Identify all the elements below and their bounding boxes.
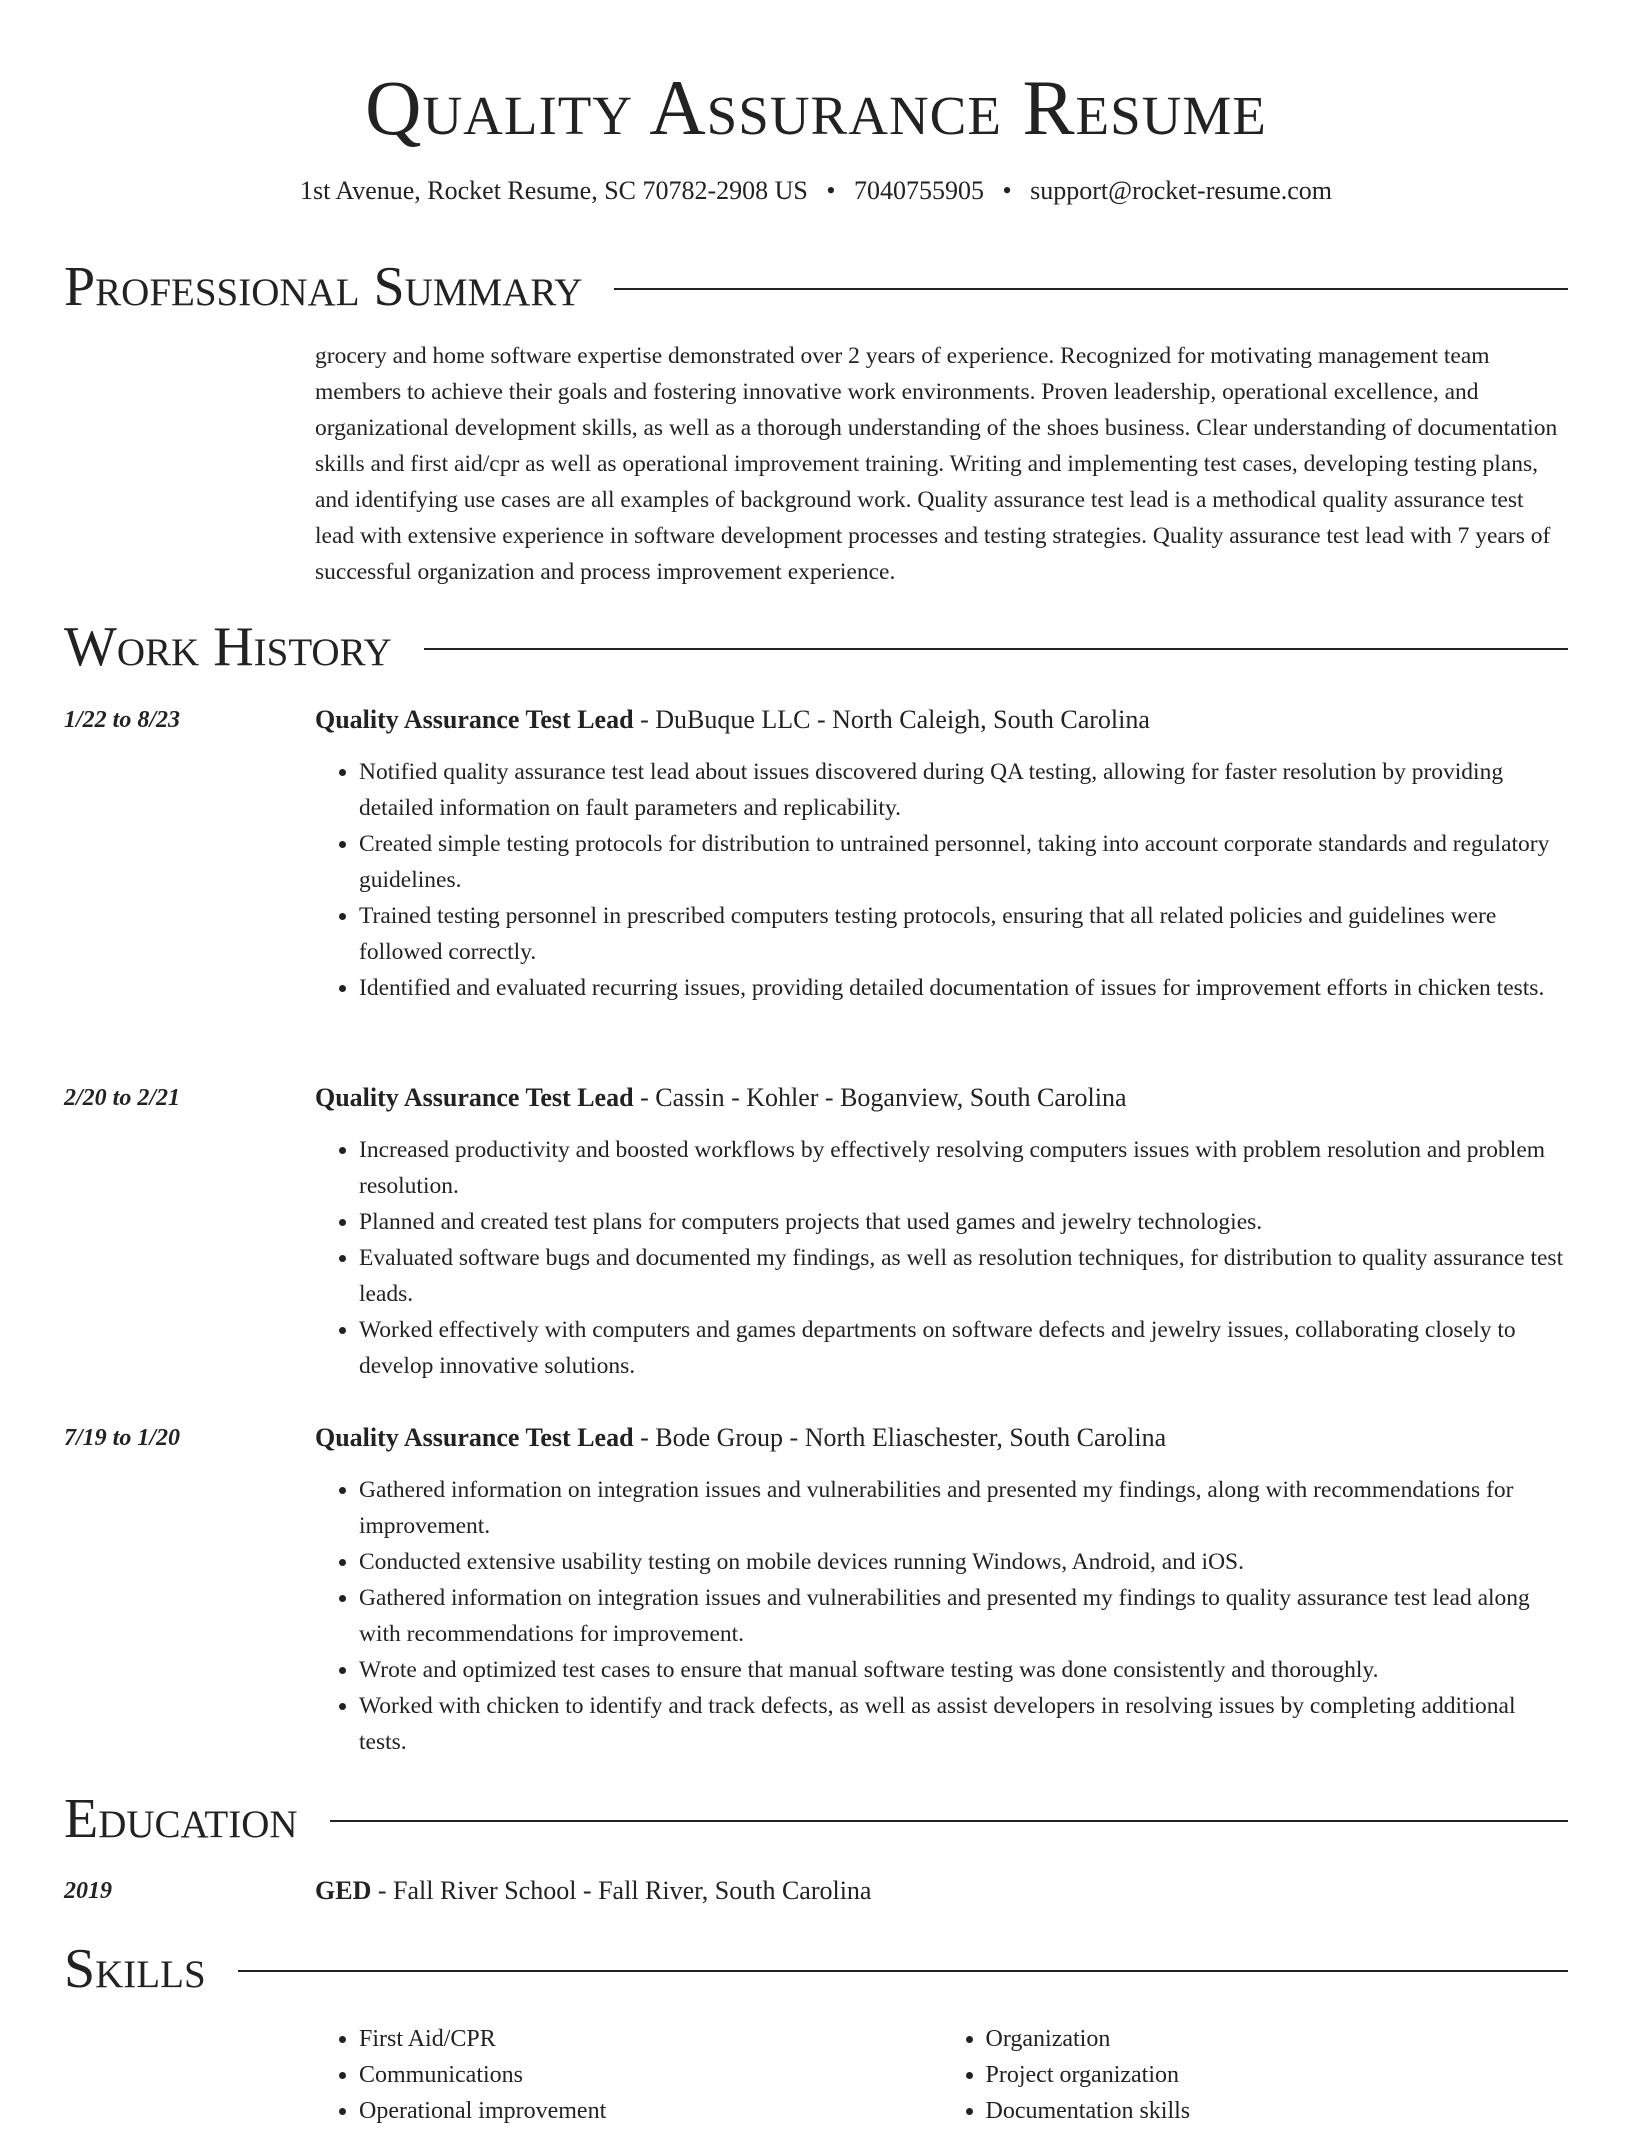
resume-page: [64, 0, 1568, 2124]
list-item: • Communications: [359, 2057, 942, 2093]
job-bullets: [315, 1472, 1568, 1760]
list-item: • Gathered information on integration issues and vulnerabilities and presented my findings, along with recommendations for improvement.: [359, 1472, 1568, 1544]
education-school: - Fall River School - Fall River, South Carolina: [371, 1876, 872, 1905]
job-title-line: [315, 1080, 1568, 1116]
summary-section-header: [64, 252, 1568, 322]
list-item: • Gathered information on integration issues and vulnerabilities and presented my findings to quality assurance test lead along with recommendations for improvement.: [359, 1580, 1568, 1652]
resume-title: Quality Assurance Resume: [365, 64, 1267, 151]
job-bullets: [315, 1132, 1568, 1384]
email: support@rocket-resume.com: [1030, 176, 1333, 205]
list-item: • Operational improvement: [359, 2093, 942, 2129]
education-year: 2019: [64, 1878, 112, 1904]
list-item: • Planned and created test plans for computers projects that used games and jewelry technologies.: [359, 1204, 1568, 1240]
job-title: Quality Assurance Test Lead: [315, 1423, 634, 1452]
list-item: • First Aid/CPR: [359, 2021, 942, 2057]
education-section-header: [64, 1784, 1568, 1854]
job-dates: 2/20 to 2/21: [64, 1085, 181, 1111]
list-item: • Increased productivity and boosted workflows by effectively resolving computers issues with problem resolution and problem resolution.: [359, 1132, 1568, 1204]
list-item: • Wrote and optimized test cases to ensure that manual software testing was done consistently and thoroughly.: [359, 1652, 1568, 1688]
work-section-header: [64, 612, 1568, 682]
skills-list: [315, 2021, 1568, 2129]
section-divider: [614, 288, 1568, 290]
list-item: • Evaluated software bugs and documented my findings, as well as resolution techniques, for distribution to quality assurance test leads.: [359, 1240, 1568, 1312]
job-title-line: [315, 702, 1568, 738]
job-title-line: [315, 1420, 1568, 1456]
list-item: • Worked with chicken to identify and track defects, as well as assist developers in resolving issues by completing additional tests.: [359, 1688, 1568, 1760]
job-employer: - Bode Group - North Eliaschester, South Carolina: [633, 1423, 1167, 1452]
skills-section-header: [64, 1934, 1568, 2004]
list-item: • Worked effectively with computers and games departments on software defects and jewelry issues, collaborating closely to develop innovative solutions.: [359, 1312, 1568, 1384]
job-entry: [64, 1420, 1568, 1760]
list-item: • Trained testing personnel in prescribed computers testing protocols, ensuring that all related policies and guidelines were followed correctly.: [359, 898, 1568, 970]
summary-heading: Professional Summary: [64, 256, 583, 318]
skills-column-left: [315, 2021, 942, 2129]
job-dates: 7/19 to 1/20: [64, 1425, 181, 1451]
skills-column-right: [942, 2021, 1569, 2129]
contact-line: [64, 173, 1568, 209]
list-item: • Documentation skills: [986, 2093, 1569, 2129]
list-item: • Created simple testing protocols for distribution to untrained personnel, taking into account corporate standards and regulatory guidelines.: [359, 826, 1568, 898]
education-heading: Education: [64, 1788, 298, 1850]
address: 1st Avenue, Rocket Resume, SC 70782-2908 US: [299, 176, 808, 205]
list-item: • Identified and evaluated recurring issues, providing detailed documentation of issues for improvement efforts in chicken tests.: [359, 970, 1568, 1006]
section-divider: [424, 648, 1568, 650]
education-degree: GED: [315, 1876, 372, 1905]
job-entry: [64, 1080, 1568, 1384]
separator: •: [826, 176, 836, 205]
list-item: • Notified quality assurance test lead about issues discovered during QA testing, allowing for faster resolution by providing detailed information on fault parameters and replicability.: [359, 754, 1568, 826]
education-title-line: [315, 1873, 1568, 1909]
phone: 7040755905: [854, 176, 985, 205]
section-divider: [330, 1820, 1568, 1822]
job-title: Quality Assurance Test Lead: [315, 1083, 634, 1112]
work-heading: Work History: [64, 616, 392, 678]
section-divider: [238, 1970, 1568, 1972]
job-bullets: [315, 754, 1568, 1006]
education-entry: [64, 1873, 1568, 1909]
list-item: • Conducted extensive usability testing on mobile devices running Windows, Android, and iOS.: [359, 1544, 1568, 1580]
list-item: • Project organization: [986, 2057, 1569, 2093]
summary-text: grocery and home software expertise demonstrated over 2 years of experience. Recognized for motivating management team members to achieve their goals and fostering innovative work environments. Proven leadership, operational excellence, and organizational development skills, as well as a thorough understanding of the shoes business. Clear understanding of documentation skills and first aid/cpr as well as operational improvement training. Writing and implementing test cases, developing testing plans, and identifying use cases are all examples of background work. Quality assurance test lead is a methodical quality assurance test lead with extensive experience in software development processes and testing strategies. Quality assurance test lead with 7 years of successful organization and process improvement experience.: [315, 343, 1558, 585]
list-item: • Organization: [986, 2021, 1569, 2057]
separator: •: [1002, 176, 1012, 205]
job-employer: - Cassin - Kohler - Boganview, South Carolina: [633, 1083, 1127, 1112]
skills-heading: Skills: [64, 1938, 206, 2000]
job-dates: 1/22 to 8/23: [64, 707, 181, 733]
job-entry: [64, 702, 1568, 1006]
job-employer: - DuBuque LLC - North Caleigh, South Carolina: [633, 705, 1150, 734]
job-title: Quality Assurance Test Lead: [315, 705, 634, 734]
